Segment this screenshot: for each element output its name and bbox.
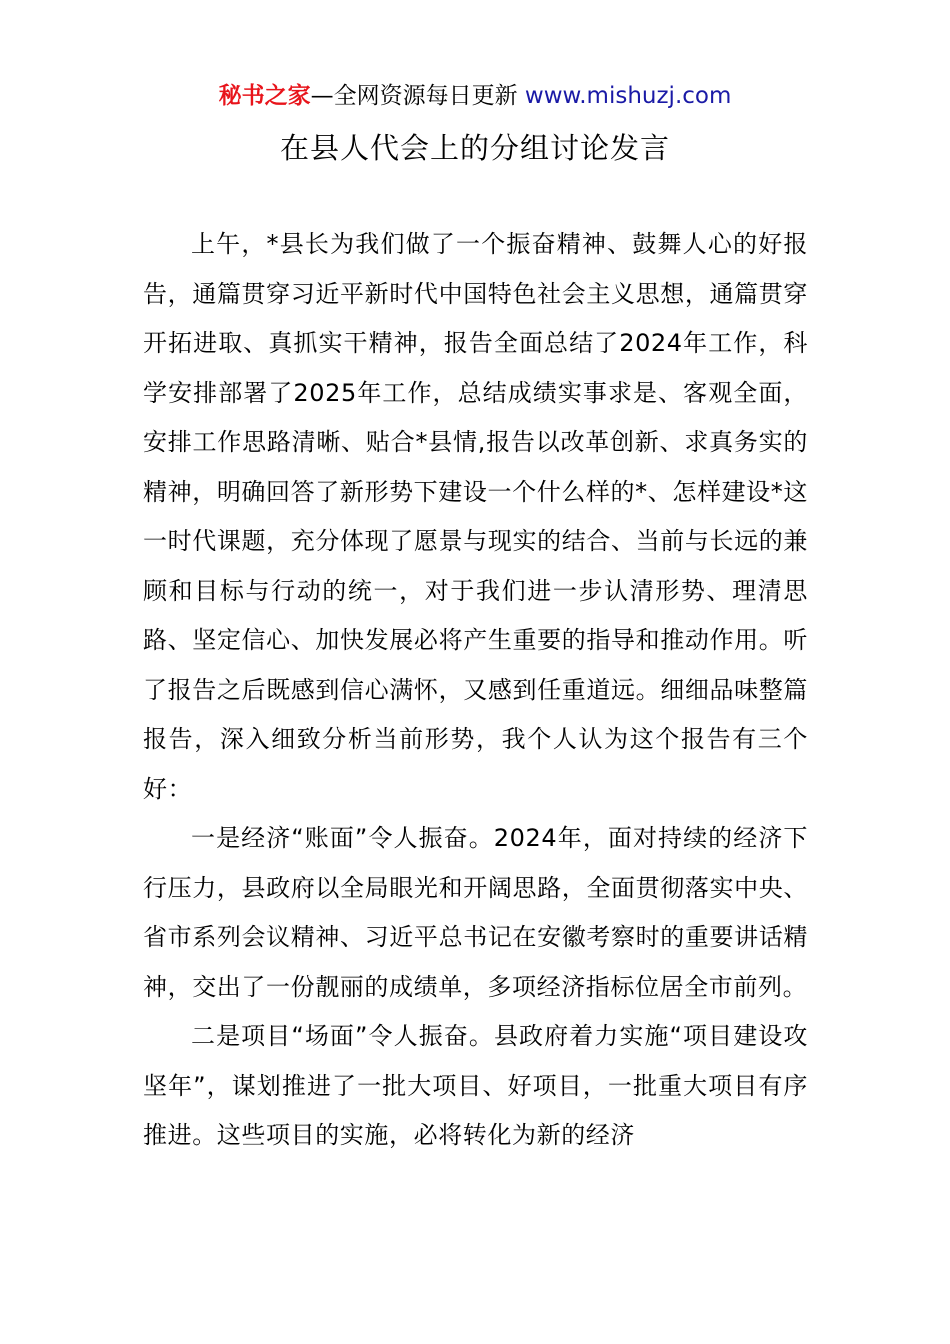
site-url-link[interactable]: www.mishuzj.com <box>524 83 732 109</box>
site-header <box>0 80 950 112</box>
document-title: 在县人代会上的分组讨论发言 <box>279 131 670 165</box>
paragraph-point-one: 一是经济“账面”令人振奋。2024年，面对持续的经济下行压力，县政府以全局眼光和开阔思路，全面贯彻落实中央、省市系列会议精神、习近平总书记在安徽考察时的重要讲话精神，交出了一份靓丽的成绩单，多项经济指标位居全市前列。 <box>143 824 808 1001</box>
brand-name: 秘书之家 <box>218 83 311 109</box>
paragraph-point-two: 二是项目“场面”令人振奋。县政府着力实施“项目建设攻坚年”，谋划推进了一批大项目、好项目，一批重大项目有序推进。这些项目的实施，必将转化为新的经济 <box>143 1022 808 1149</box>
paragraph-intro: 上午，*县长为我们做了一个振奋精神、鼓舞人心的好报告，通篇贯穿习近平新时代中国特色社会主义思想，通篇贯穿开拓进取、真抓实干精神，报告全面总结了2024年工作，科学安排部署了2025年工作，总结成绩实事求是、客观全面，安排工作思路清晰、贴合*县情,报告以改革创新、求真务实的精神，明确回答了新形势下建设一个什么样的*、怎样建设*这一时代课题，充分体现了愿景与现实的结合、当前与长远的兼顾和目标与行动的统一，对于我们进一步认清形势、理清思路、坚定信心、加快发展必将产生重要的指导和推动作用。听了报告之后既感到信心满怀，又感到任重道远。细细品味整篇报告，深入细致分析当前形势，我个人认为这个报告有三个好： <box>143 230 808 803</box>
document-body <box>143 220 808 1161</box>
site-slogan: —全网资源每日更新 <box>310 83 525 109</box>
